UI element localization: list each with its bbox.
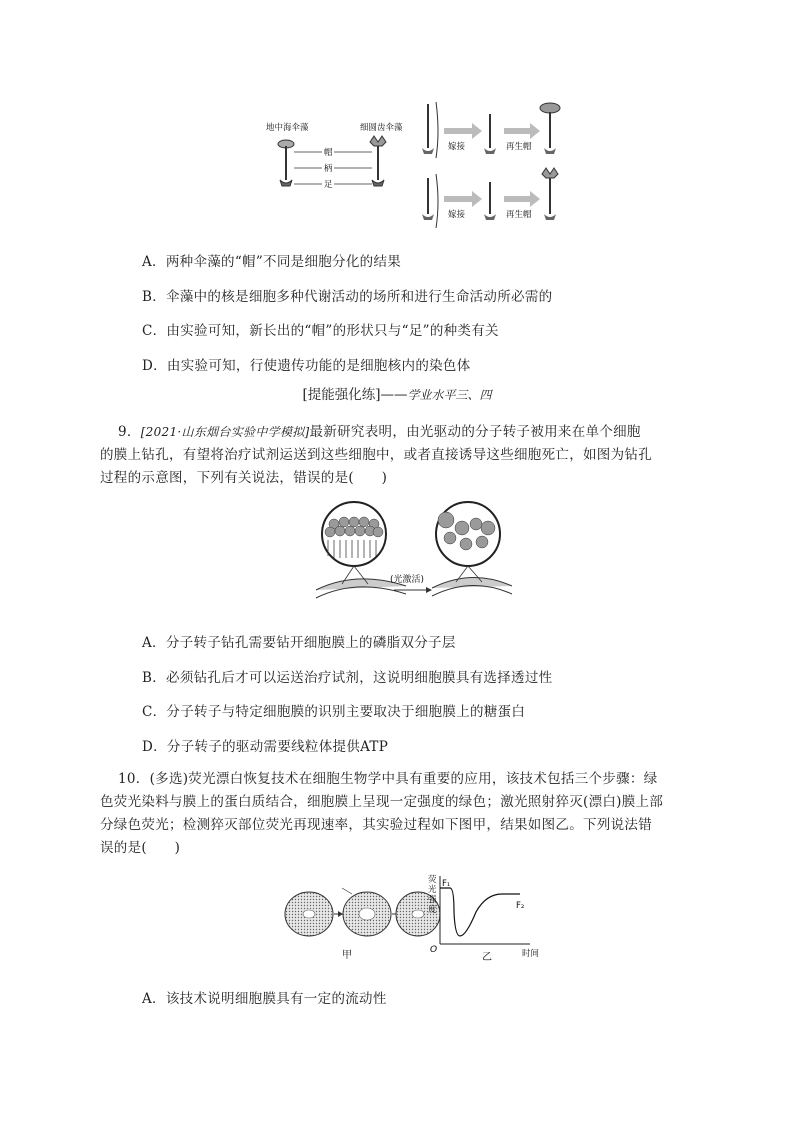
label-regen-cap-top: 再生帽 [506,142,532,152]
label-graft-bottom: 嫁接 [448,210,466,220]
label-crenulata-acetabularia: 细圆齿伞藻 [360,123,403,133]
question-9-stem [118,421,718,444]
q8-option-c: C．由实验可知，新长出的“帽”的形状只与“足”的种类有关 [142,323,499,339]
q9-option-c: C．分子转子与特定细胞膜的识别主要取决于细胞膜上的糖蛋白 [142,704,526,720]
q9-line-2: 的膜上钻孔，有望将治疗试剂运送到这些细胞中，或者直接诱导这些细胞死亡，如图为钻孔 [100,447,652,463]
label-graft-top: 嫁接 [448,142,466,152]
q9-line-3: 过程的示意图，下列有关说法，错误的是( ) [100,470,388,486]
question-10-stem [118,768,718,791]
label-f2: F₂ [516,901,525,911]
label-light-activation: (光激活) [390,575,425,585]
y-label-char-3: 强 [428,895,437,905]
q10-line-1: 10．(多选)荧光漂白恢复技术在细胞生物学中具有重要的应用，该技术包括三个步骤：绿 [118,771,658,787]
molecular-rotor-figure [306,498,516,606]
q8-option-d: D．由实验可知，行使遗传功能的是细胞核内的染色体 [142,358,471,374]
q10-line-3: 分绿色荧光；检测猝灭部位荧光再现速率，其实验过程如下图甲，结果如图乙。下列说法错 [100,817,652,833]
label-origin: O [430,945,438,955]
y-label-char-4: 度 [428,905,437,915]
section-title [0,383,794,403]
crenulata-alga-drawing [370,136,386,186]
label-stalk: 柄 [324,164,333,174]
figure-yi-fluorescence-curve [424,872,556,964]
q9-option-a: A．分子转子钻孔需要钻开细胞膜上的磷脂双分子层 [142,635,456,651]
q8-option-a: A．两种伞藻的“帽”不同是细胞分化的结果 [142,254,402,270]
y-label-char-1: 荧 [428,875,437,885]
label-f1: F₁ [442,879,451,889]
acetabularia-graft-figure [262,96,572,234]
label-cap: 帽 [324,148,333,158]
label-regen-cap-bottom: 再生帽 [506,210,532,220]
label-mediterranean-acetabularia: 地中海伞藻 [266,123,309,133]
figure-jia-cells [282,886,442,962]
q9-line1-rest: 最新研究表明，由光驱动的分子转子被用来在单个细胞 [309,424,641,440]
label-fig-jia: 甲 [342,950,352,961]
q9-line-1 [118,421,718,444]
question-10-stem-cont [100,791,700,860]
x-axis-label: 时间 [522,949,540,959]
bilayer-spheres-left [325,517,383,537]
label-foot: 足 [324,180,333,190]
q9-source: [2021·山东烟台实验中学模拟] [140,425,310,439]
graft-row-top [422,102,560,158]
label-fig-yi: 乙 [482,952,492,963]
mediterranean-alga-drawing [278,140,294,186]
q10-line-4: 误的是( ) [100,840,181,856]
question-9-stem-cont [100,444,700,490]
q10-line-2: 色荧光染料与膜上的蛋白质结合，细胞膜上呈现一定强度的绿色；激光照射猝灭(漂白)膜上部 [100,794,664,810]
q9-option-b: B．必须钻孔后才可以运送治疗试剂，这说明细胞膜具有选择透过性 [142,670,553,686]
section-title-main: [提能强化练]—— [302,387,408,403]
q10-option-a: A．该技术说明细胞膜具有一定的流动性 [142,991,387,1007]
q9-option-d: D．分子转子的驱动需要线粒体提供ATP [142,739,389,755]
y-label-char-2: 光 [428,885,437,895]
q8-option-b: B．伞藻中的核是细胞多种代谢活动的场所和进行生命活动所必需的 [142,289,553,305]
q9-number: 9． [118,424,141,440]
section-title-sub: 学业水平三、四 [407,388,492,402]
graft-row-bottom [422,168,558,228]
fluorescence-curve [440,888,520,936]
